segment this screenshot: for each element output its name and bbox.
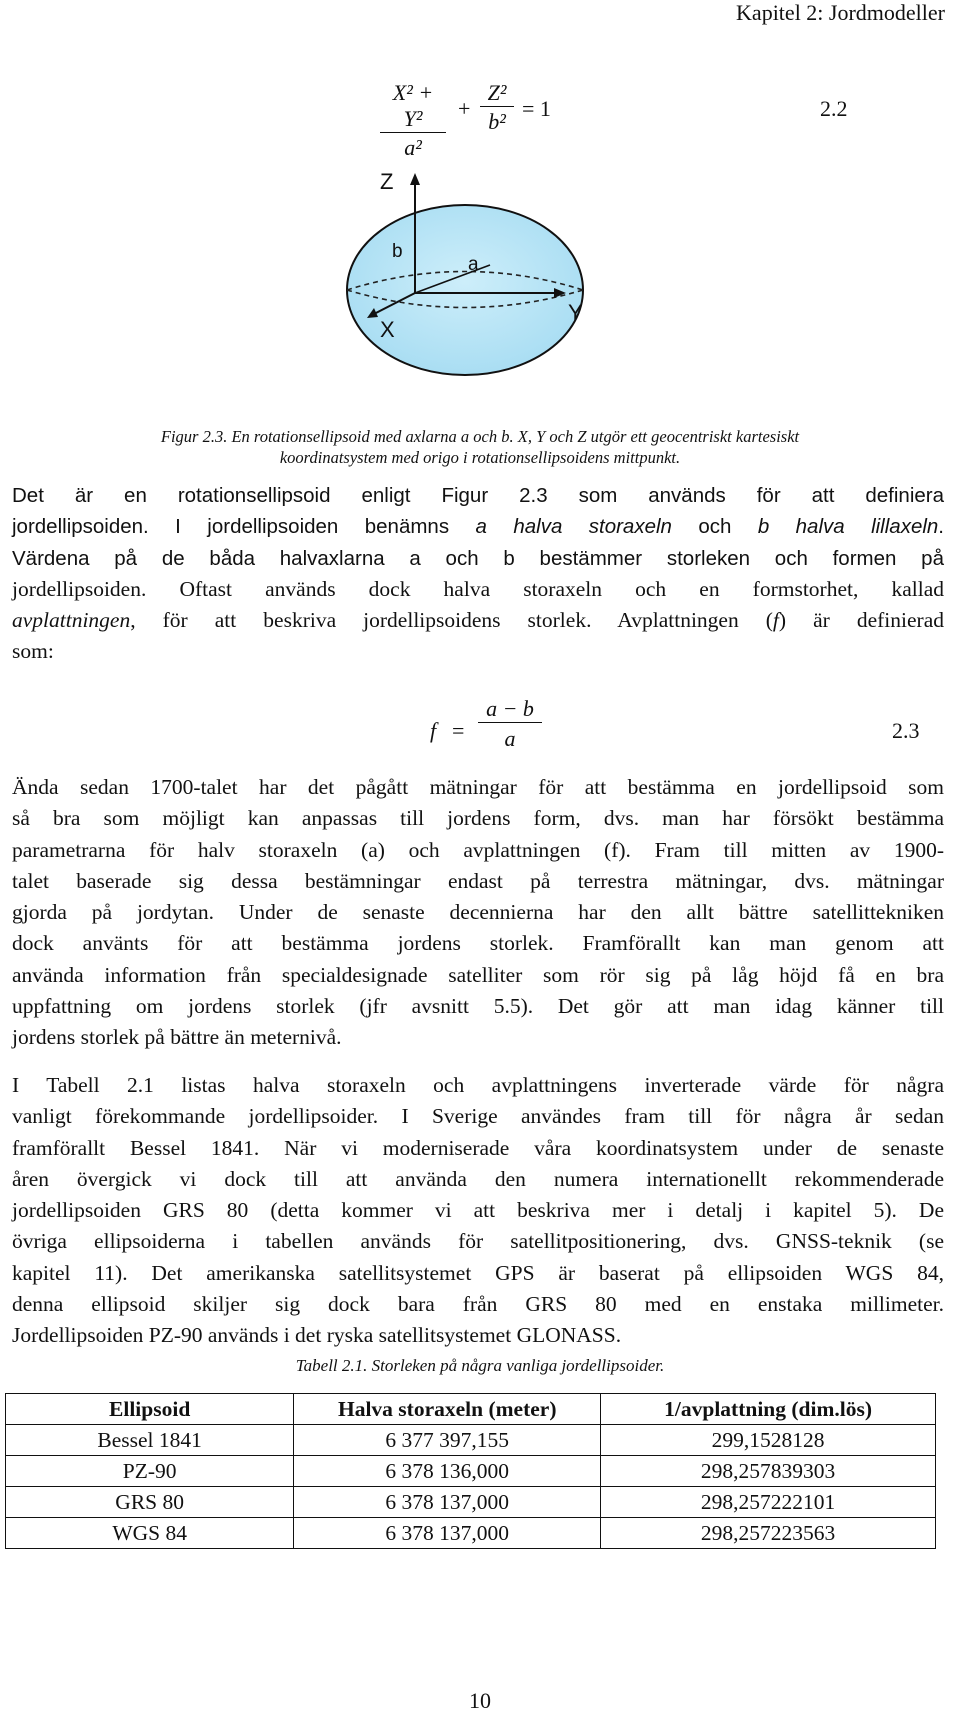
text-line: gjorda på jordytan. Under de senaste decennierna har den allt bättre satellittekniken: [12, 900, 944, 925]
text-line: jordens storlek på bättre än meternivå.: [12, 1025, 342, 1050]
table-cell: GRS 80: [6, 1487, 294, 1518]
equation-2-2: [380, 80, 940, 160]
x-axis-label: X: [380, 317, 395, 342]
text-fragment: jordellipsoiden. I jordellipsoiden benämns: [12, 515, 476, 539]
column-header: Halva storaxeln (meter): [294, 1394, 601, 1425]
fraction-xy: [380, 80, 446, 161]
ellipsoid-table: [5, 1393, 936, 1549]
table-row: [6, 1518, 936, 1549]
table-row: [6, 1425, 936, 1456]
text-fragment: f: [772, 608, 779, 633]
text-line: Jordellipsoiden PZ-90 används i det ryska satellitsystemet GLONASS.: [12, 1323, 622, 1348]
fraction-numerator: a − b: [486, 696, 534, 721]
table-cell: PZ-90: [6, 1456, 294, 1487]
page-number: 10: [469, 1688, 491, 1713]
text-line: I Tabell 2.1 listas halva storaxeln och avplattningens inverterade värde för några: [12, 1073, 944, 1097]
text-line: jordellipsoiden GRS 80 (detta kommer vi att beskriva mer i detalj i kapitel 5). De: [12, 1198, 944, 1223]
equation-number: 2.3: [892, 718, 920, 743]
text-line: denna ellipsoid skiljer sig dock bara från GRS 80 med en enstaka millimeter.: [12, 1292, 944, 1317]
y-axis-label: Y: [568, 300, 583, 325]
ellipsoid-body: [347, 205, 583, 375]
equals-one: = 1: [522, 96, 551, 121]
text-line: vanligt förekommande jordellipsoider. I Sverige användes fram till för några år sedan: [12, 1104, 944, 1129]
b-label: b: [392, 241, 403, 262]
text-fragment: a halva storaxeln: [475, 515, 672, 539]
a-label: a: [468, 254, 479, 275]
figure-caption-line: koordinatsystem med origo i rotationsellipsoidens mittpunkt.: [279, 448, 681, 467]
fraction-f: [478, 696, 542, 752]
text-line: uppfattning om jordens storlek (jfr avsnitt 5.5). Det gör att man idag känner till: [12, 994, 944, 1019]
equation-lhs: f: [430, 718, 437, 743]
z-axis-label: Z: [380, 169, 394, 194]
text-line: [12, 605, 944, 636]
text-line: använda information från specialdesignade satelliter som rör sig på låg höjd få en bra: [12, 962, 944, 987]
column-header: Ellipsoid: [6, 1394, 294, 1425]
table-cell: Bessel 1841: [6, 1425, 294, 1456]
table-row: [6, 1487, 936, 1518]
table-cell: 6 378 136,000: [294, 1456, 601, 1487]
equation-number: 2.2: [820, 96, 848, 121]
z-axis-arrow: [410, 173, 420, 185]
fraction-denominator: a: [478, 722, 542, 752]
text-line: övriga ellipsoiderna i tabellen används för satellitpositionering, dvs. GNSS-teknik (se: [12, 1229, 944, 1254]
table-cell: 299,1528128: [601, 1425, 936, 1456]
equation-2-3: [430, 696, 950, 776]
paragraph-history: [12, 772, 944, 1054]
table-cell: 298,257839303: [601, 1456, 936, 1487]
ellipsoid-figure: [320, 165, 660, 380]
chapter-header: Kapitel 2: Jordmodeller: [736, 0, 945, 25]
fraction-numerator: X² + Y²: [392, 80, 434, 131]
fraction-z: [480, 80, 514, 135]
paragraph-definition: [12, 480, 944, 668]
text-line: framförallt Bessel 1841. När vi moderniserade våra koordinatsystem under de senaste: [12, 1135, 944, 1160]
text-fragment: , för att beskriva jordellipsoidens storlek. Avplattningen (: [130, 608, 773, 633]
table-cell: 298,257223563: [601, 1518, 936, 1549]
text-line: dock använts för att bestämma jordens storlek. Framförallt kan man genom att: [12, 931, 944, 956]
text-fragment: avplattningen: [12, 608, 131, 633]
text-line: jordellipsoiden. Oftast används dock halva storaxeln och en formstorhet, kallad: [12, 576, 944, 601]
text-line: åren övergick vi dock till att använda den numera internationellt rekommenderade: [12, 1166, 944, 1191]
table-row: [6, 1456, 936, 1487]
text-line: som:: [12, 639, 54, 664]
figure-caption: [0, 426, 960, 468]
fraction-numerator: Z²: [487, 80, 507, 105]
table-cell: WGS 84: [6, 1518, 294, 1549]
text-line: parametrarna för halv storaxeln (a) och avplattningen (f). Fram till mitten av 1900-: [12, 837, 944, 862]
table-cell: 6 378 137,000: [294, 1518, 601, 1549]
paragraph-table-intro: [12, 1070, 944, 1352]
text-line: Ända sedan 1700-talet har det pågått mätningar för att bestämma en jordellipsoid som: [12, 775, 944, 799]
plus-sign: +: [458, 96, 471, 121]
text-line: talet baserade sig dessa bestämningar endast på terrestra mätningar, dvs. mätningar: [12, 868, 944, 893]
table-caption: Tabell 2.1. Storleken på några vanliga jordellipsoider.: [295, 1356, 665, 1375]
column-header: 1/avplattning (dim.lös): [601, 1394, 936, 1425]
text-line: Värdena på de båda halvaxlarna a och b bestämmer storleken och formen på: [12, 546, 944, 570]
text-line: så bra som möjligt kan anpassas till jordens form, dvs. man har försökt bestämma: [12, 806, 944, 831]
equation-equals: =: [452, 718, 465, 743]
text-fragment: b halva lillaxeln: [757, 515, 939, 539]
text-line: kapitel 11). Det amerikanska satellitsystemet GPS är baserat på ellipsoiden WGS 84,: [12, 1260, 944, 1285]
table-cell: 6 377 397,155: [294, 1425, 601, 1456]
fraction-denominator: a²: [380, 132, 446, 161]
table-cell: 6 378 137,000: [294, 1487, 601, 1518]
text-fragment: ) är definierad: [778, 608, 944, 633]
fraction-denominator: b²: [480, 106, 514, 135]
text-line: jordellipsoiden. I jordellipsoiden benämns a halva storaxeln och b halva lillaxeln.: [12, 515, 944, 539]
text-fragment: och: [671, 515, 758, 539]
table-header-row: [6, 1394, 936, 1425]
figure-caption-line: Figur 2.3. En rotationsellipsoid med axlarna a och b. X, Y och Z utgör ett geocentriskt kartesiskt: [160, 427, 800, 446]
text-line: Det är en rotationsellipsoid enligt Figur 2.3 som används för att definiera: [12, 484, 944, 507]
table-cell: 298,257222101: [601, 1487, 936, 1518]
